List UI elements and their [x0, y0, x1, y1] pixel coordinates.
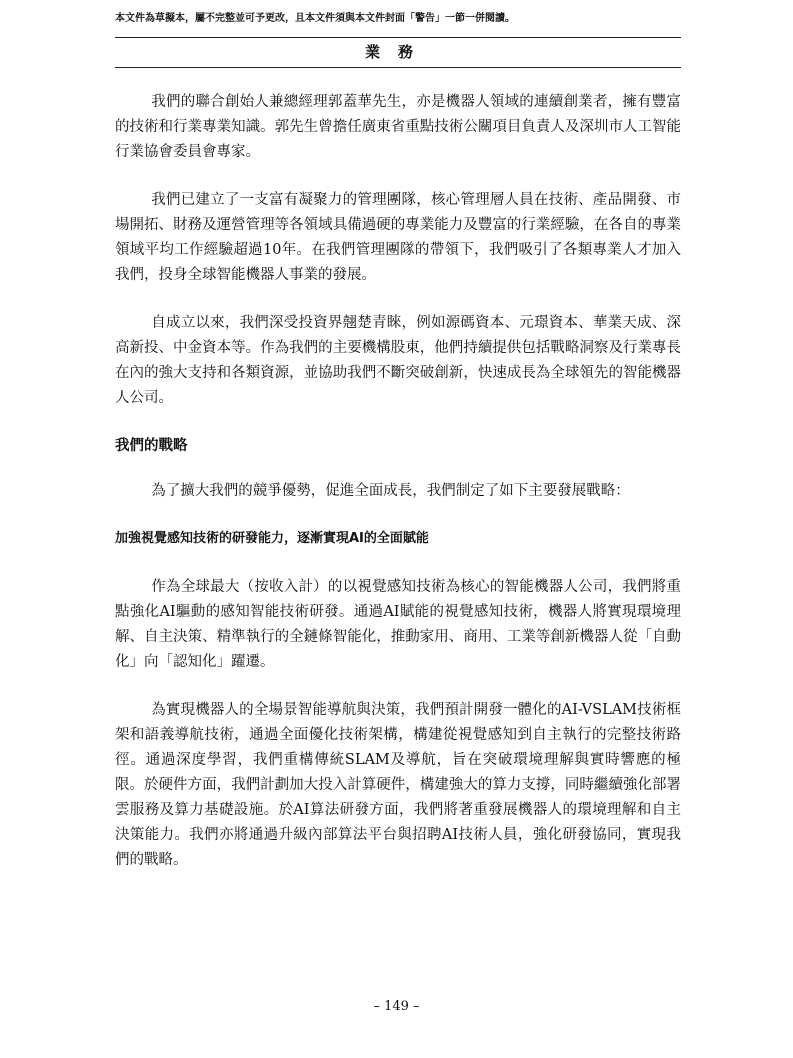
page-number: – 149 –	[373, 999, 420, 1014]
header-rule-top	[115, 37, 681, 38]
draft-disclaimer: 本文件為草擬本，屬不完整並可予更改，且本文件須與本文件封面「警告」一節一併閱讀。	[115, 13, 515, 24]
document-body	[115, 90, 681, 873]
paragraph-ai-vslam: 為實現機器人的全場景智能導航與決策，我們預計開發一體化的AI-VSLAM技術框架和語義導航技術，通過全面優化技術架構，構建從視覺感知到自主執行的完整技術路徑。通過深度學習，我們重構傳統SLAM及導航，旨在突破環境理解與實時響應的極限。於硬件方面，我們計劃加大投入計算硬件，構建強大的算力支撐，同時繼續強化部署雲服務及算力基礎設施。於AI算法研發方面，我們將著重發展機器人的環境理解和自主決策能力。我們亦將通過升級內部算法平台與招聘AI技術人員，強化研發協同，實現我們的戰略。	[115, 702, 681, 868]
paragraph-management-team: 我們已建立了一支富有凝聚力的管理團隊，核心管理層人員在技術、產品開發、市場開拓、財務及運營管理等各領域具備過硬的專業能力及豐富的行業經驗，在各自的專業領域平均工作經驗超過10年。在我們管理團隊的帶領下，我們吸引了各類專業人才加入我們，投身全球智能機器人事業的發展。	[115, 192, 681, 283]
paragraph-cofounder: 我們的聯合創始人兼總經理郭蓋華先生，亦是機器人領域的連續創業者，擁有豐富的技術和行業專業知識。郭先生曾擔任廣東省重點技術公關項目負責人及深圳市人工智能行業協會委員會專家。	[115, 94, 681, 160]
paragraph-ai-perception: 作為全球最大（按收入計）的以視覺感知技術為核心的智能機器人公司，我們將重點強化AI驅動的感知智能技術研發。通過AI賦能的視覺感知技術，機器人將實現環境理解、自主決策、精準執行的全鏈條智能化，推動家用、商用、工業等創新機器人從「自動化」向「認知化」躍遷。	[115, 579, 681, 670]
heading-our-strategy: 我們的戰略	[115, 438, 188, 454]
heading-vision-ai-strategy: 加強視覺感知技術的研發能力，逐漸實現AI的全面賦能	[115, 531, 429, 546]
paragraph-investors: 自成立以來，我們深受投資界翹楚青睞，例如源碼資本、元璟資本、華業天成、深高新投、中金資本等。作為我們的主要機構股東，他們持續提供包括戰略洞察及行業專長在內的強大支持和各類資源，並協助我們不斷突破創新，快速成長為全球領先的智能機器人公司。	[115, 315, 681, 406]
section-title: 業務	[364, 43, 431, 61]
header-rule-bottom	[115, 67, 681, 68]
paragraph-strategy-intro: 為了擴大我們的競爭優勢，促進全面成長，我們制定了如下主要發展戰略：	[151, 483, 630, 499]
